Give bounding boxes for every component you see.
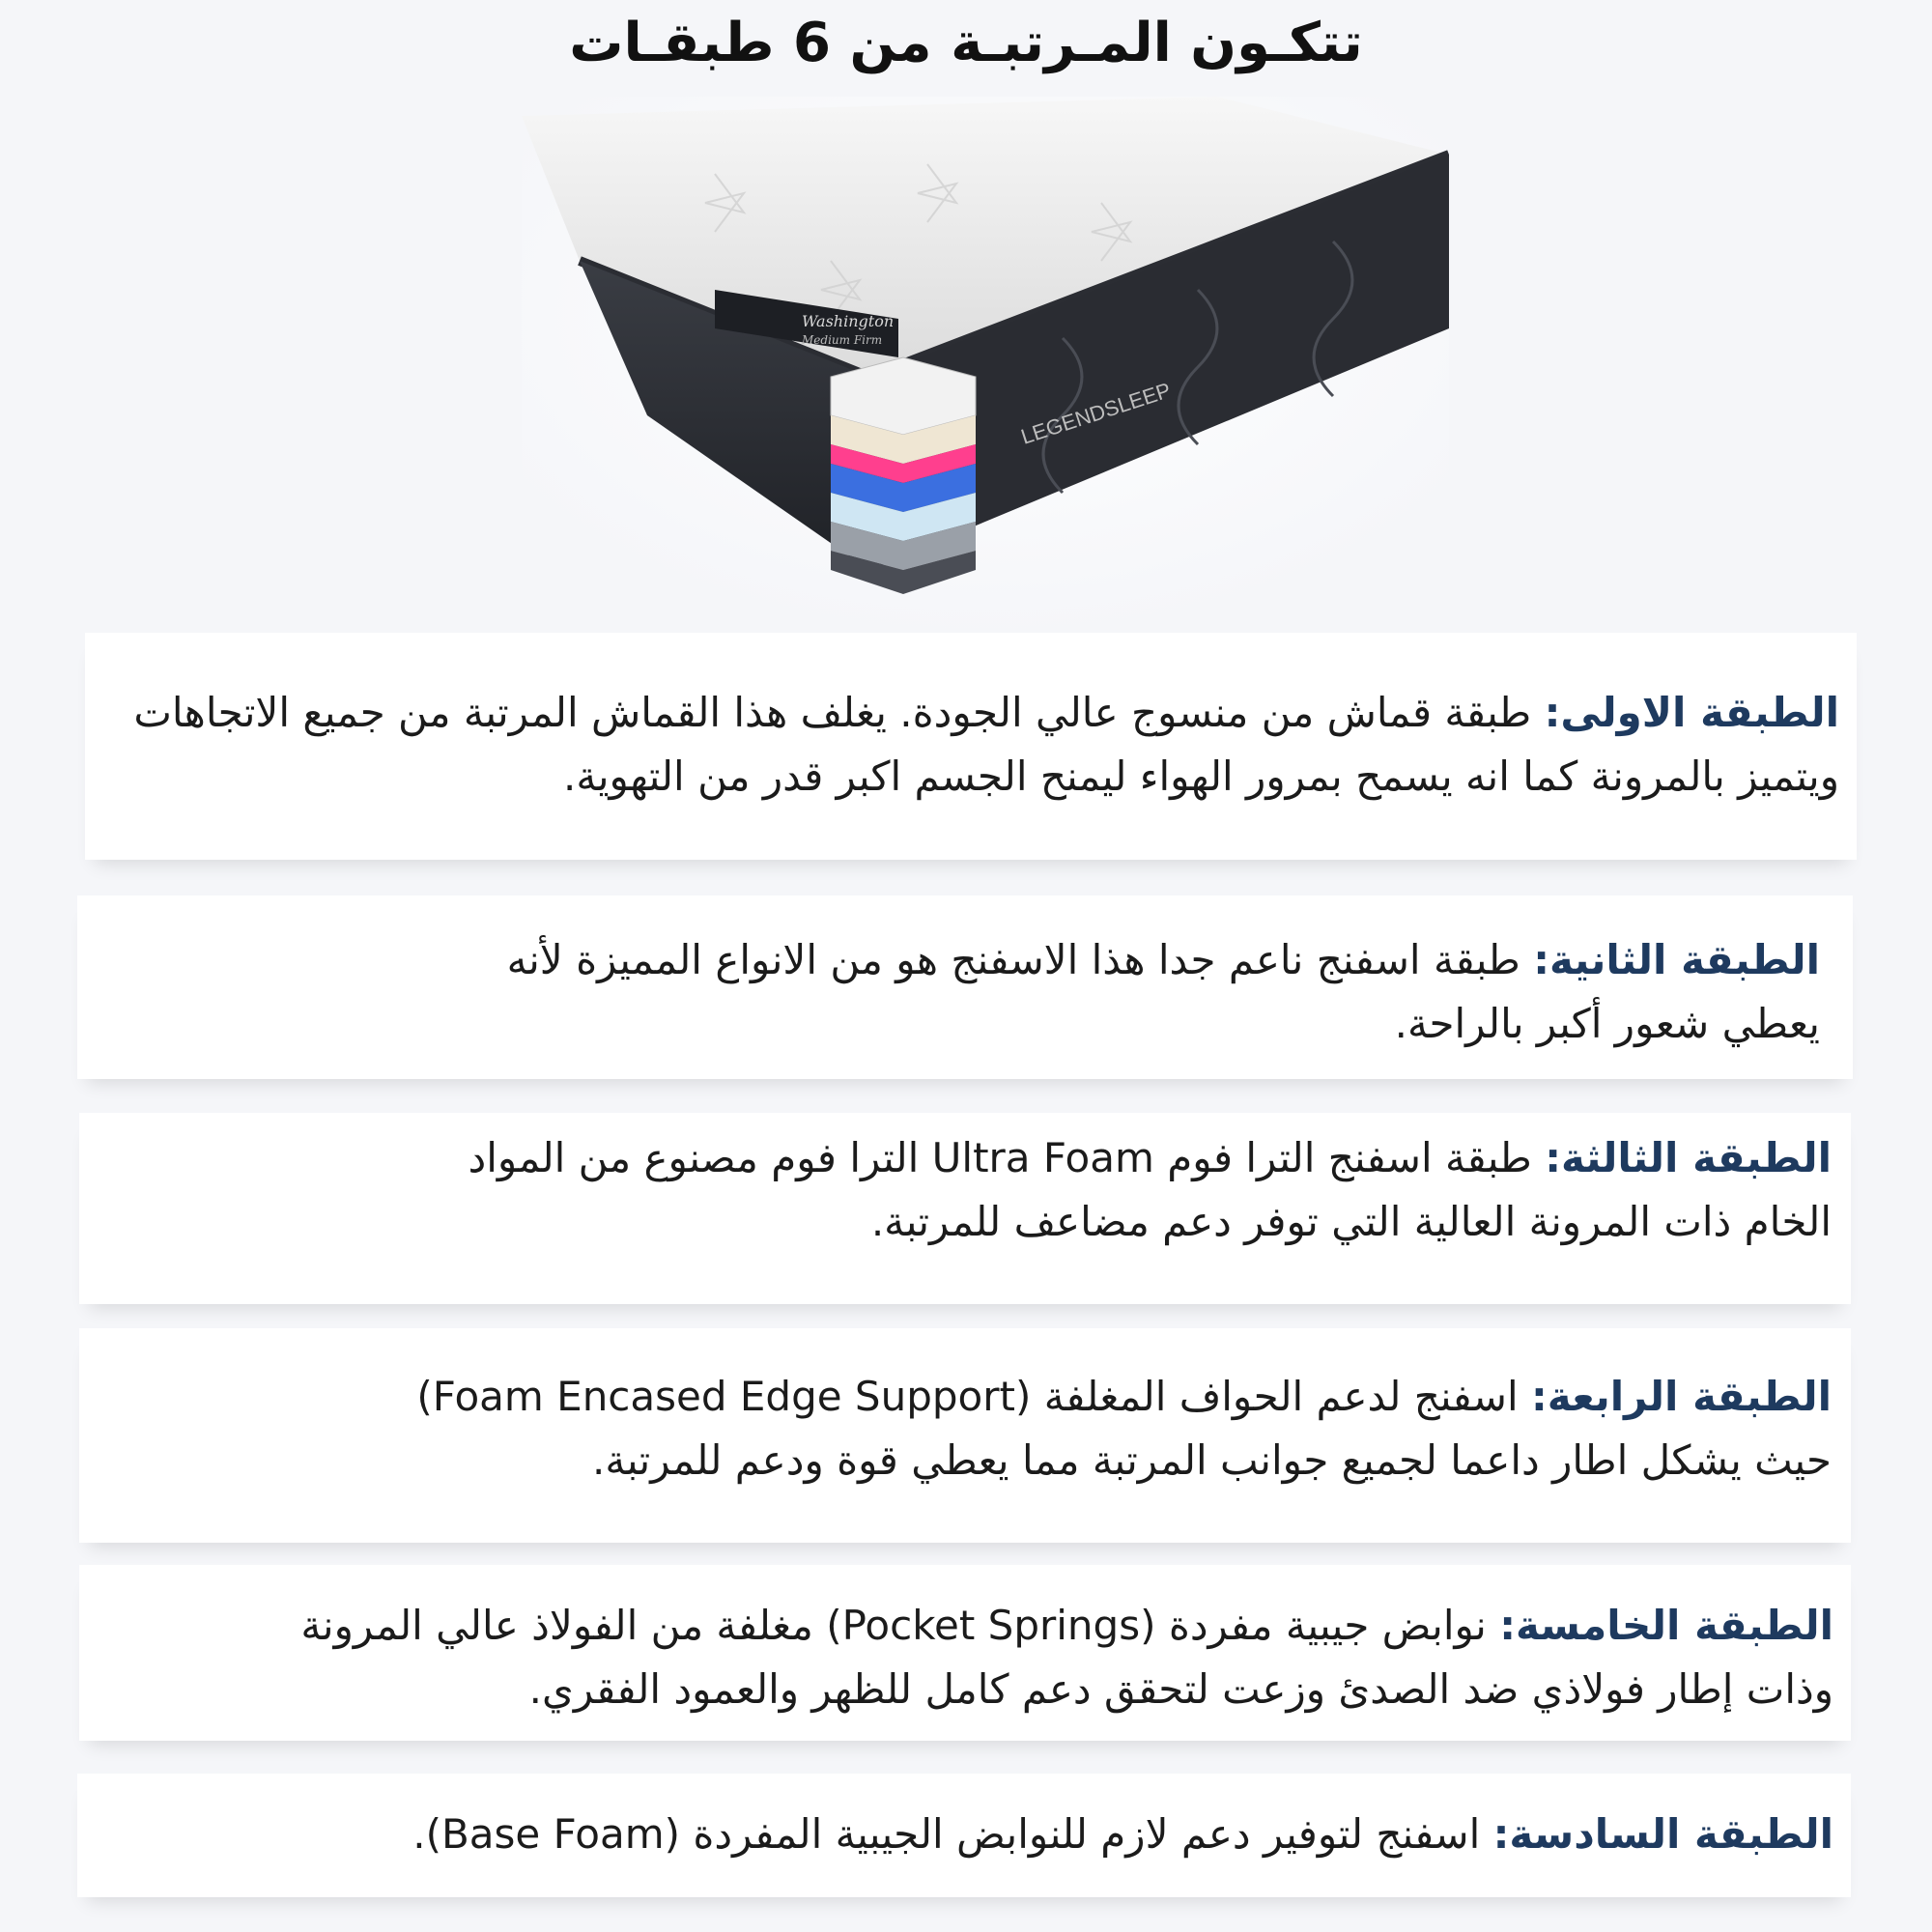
layer-4-text: الطبقة الرابعة: اسفنج لدعم الحواف المغلفة (Foam Encased Edge Support) حيث يشكل اطار داعما لجميع جوانب المرتبة مما يعطي قوة ودعم للمرتبة. [416, 1373, 1832, 1484]
mattress-illustration [522, 97, 1449, 638]
brand-label: LEGENDSLEEP [1017, 378, 1175, 449]
layer-card-2 [77, 895, 1853, 1079]
page-title: تتكـون المـرتبـة من 6 طبقـات [569, 12, 1363, 74]
layer-1-text: الطبقة الاولى: طبقة قماش من منسوج عالي الجودة. يغلف هذا القماش المرتبة من جميع الاتجاهات ويتميز بالمرونة كما انه يسمح بمرور الهواء ليمنح الجسم اكبر قدر من التهوية. [133, 689, 1839, 800]
layer-cross-section [831, 357, 976, 594]
layer-4-label: الطبقة الرابعة: [1531, 1373, 1832, 1420]
layer-5-label: الطبقة الخامسة: [1499, 1602, 1833, 1649]
layer-3-text: الطبقة الثالثة: طبقة اسفنج الترا فوم Ultra Foam الترا فوم مصنوع من المواد الخام ذات المرونة العالية التي توفر دعم مضاعف للمرتبة. [468, 1134, 1832, 1245]
layer-card-5 [79, 1565, 1851, 1741]
layer-5-text: الطبقة الخامسة: نوابض جيبية مفردة (Pocket Springs) مغلفة من الفولاذ عالي المرونة وذات إطار فولاذي ضد الصدئ وزعت لتحقق دعم كامل للظهر والعمود الفقري. [300, 1602, 1833, 1713]
tag-sublabel: Medium Firm [802, 333, 883, 347]
layer-6-text: الطبقة السادسة: اسفنج لتوفير دعم لازم للنوابض الجيبية المفردة (Base Foam). [412, 1810, 1833, 1858]
layer-card-6 [77, 1774, 1851, 1897]
layer-card-4 [79, 1328, 1851, 1543]
layer-2-label: الطبقة الثانية: [1533, 936, 1820, 983]
layer-card-1 [85, 633, 1857, 860]
layer-6-label: الطبقة السادسة: [1492, 1810, 1833, 1858]
layer-card-3 [79, 1113, 1851, 1304]
layer-2-text: الطبقة الثانية: طبقة اسفنج ناعم جدا هذا الاسفنج هو من الانواع المميزة لأنه يعطي شعور أكبر بالراحة. [506, 936, 1820, 1047]
layer-3-label: الطبقة الثالثة: [1545, 1134, 1832, 1181]
layer-1-label: الطبقة الاولى: [1544, 689, 1839, 736]
tag-label: Washington [802, 312, 895, 330]
